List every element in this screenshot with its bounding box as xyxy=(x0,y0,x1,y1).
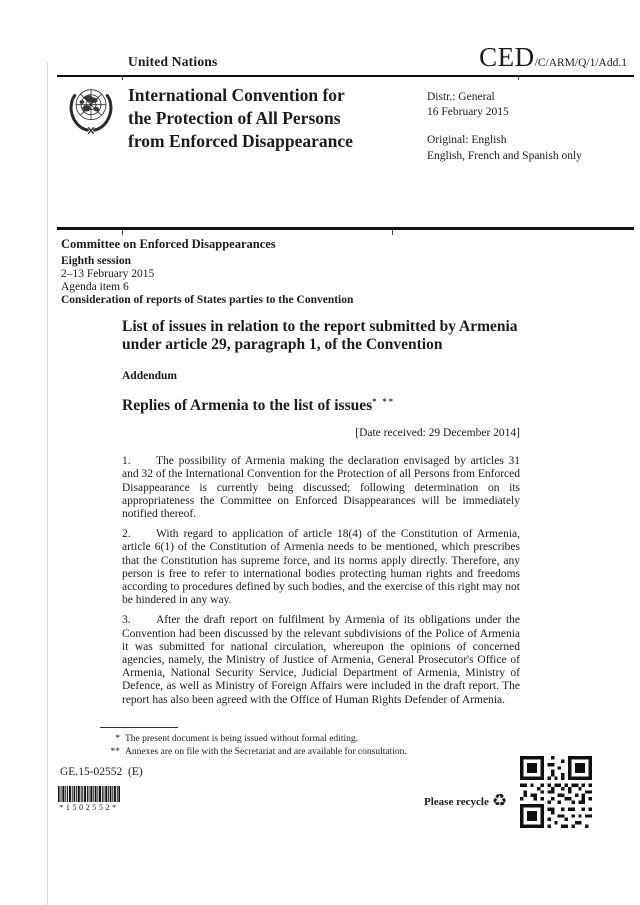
footnote-markers: * ** xyxy=(372,396,396,406)
convention-title-line: International Convention for xyxy=(128,85,345,105)
recycle-icon: ♻ xyxy=(491,791,508,811)
footnote-separator xyxy=(100,727,178,728)
replies-subtitle-text: Replies of Armenia to the list of issues xyxy=(122,397,373,415)
original-language: Original: English xyxy=(427,134,507,147)
header-rule-thick xyxy=(57,227,634,230)
report-title xyxy=(122,318,520,353)
replies-subtitle xyxy=(122,396,520,415)
rule-tick xyxy=(392,230,393,235)
paragraph-text: After the draft report on fulfilment by Armenia of its obligations under the Convention had been discussed by the relevant subdivisions of the Police of Armenia it was submitted for national circulation, whereupon the opinions of concerned agencies, namely, the Ministry of Justice of Armenia, General Prosecutor's Office of Armenia, National Security Service, Judicial Department of Armenia, Ministry of Defence, as well as Ministry of Foreign Affairs were included in the draft report. The report has also been agreed with the Office of Human Rights Defender of Armenia. xyxy=(122,614,520,706)
report-title-line: under article 29, paragraph 1, of the Convention xyxy=(122,335,443,353)
paragraph-text: The possibility of Armenia making the declaration envisaged by articles 31 and 32 of the International Convention for the Protection of all Persons from Enforced Disappearance is currently being discussed; following determination on its appropriateness the Committee on Enforced Disappearances will be immediately notified thereof. xyxy=(122,455,520,520)
convention-title xyxy=(128,84,398,152)
footnote-text: The present document is being issued without formal editing. xyxy=(125,734,358,744)
footnote-marker: ** xyxy=(110,746,120,757)
languages-line: English, French and Spanish only xyxy=(427,149,582,162)
document-symbol-main: CED xyxy=(479,42,535,72)
rule-tick xyxy=(122,230,123,235)
document-symbol xyxy=(479,42,627,73)
distr-date: 16 February 2015 xyxy=(427,106,509,119)
scan-edge-line xyxy=(47,62,48,905)
distr-line: Distr.: General xyxy=(427,91,495,103)
footnote-2 xyxy=(100,746,440,759)
rule-tick xyxy=(518,75,519,80)
barcode xyxy=(58,786,120,812)
report-title-line: List of issues in relation to the report submitted by Armenia xyxy=(122,318,518,335)
un-emblem-icon xyxy=(62,82,120,144)
session-dates: 2–13 February 2015 xyxy=(61,268,155,280)
org-name: United Nations xyxy=(128,54,218,69)
convention-title-line: from Enforced Disappearance xyxy=(128,130,353,151)
footnotes xyxy=(100,727,440,759)
barcode-text: *1502552* xyxy=(59,803,119,812)
document-body xyxy=(122,318,520,707)
paragraph-1 xyxy=(122,455,520,521)
paragraph-2 xyxy=(122,528,520,607)
ge-document-number: GE.15-02552 (E) xyxy=(60,766,143,778)
session-info xyxy=(61,237,353,307)
committee-name: Committee on Enforced Disappearances xyxy=(61,237,276,251)
recycle-note xyxy=(424,793,507,810)
paragraph-number: 2. xyxy=(122,528,131,541)
date-received: [Date received: 29 December 2014] xyxy=(355,427,520,440)
footnote-text: Annexes are on file with the Secretariat and are available for consultation. xyxy=(125,746,407,757)
addendum-label: Addendum xyxy=(122,370,177,382)
rule-tick xyxy=(122,75,123,80)
document-symbol-suffix: /C/ARM/Q/1/Add.1 xyxy=(534,57,627,69)
qr-code xyxy=(520,756,592,828)
convention-title-line: the Protection of All Persons xyxy=(128,107,341,128)
recycle-label: Please recycle xyxy=(424,795,489,808)
paragraph-text: With regard to application of article 18(4) of the Constitution of Armenia, article 6(1) of the Constitution of Armenia needs to be mentioned, which prescribes that the Constitution has supreme force, and its norms apply directly. Therefore, any person is free to refer to international bodies protecting human rights and freedoms according to procedures defined by such bodies, and the exercise of this right may not be hindered in any way. xyxy=(122,528,520,607)
header-rule-thin xyxy=(57,75,634,77)
agenda-item: Agenda item 6 xyxy=(61,281,129,293)
agenda-title: Consideration of reports of States parties to the Convention xyxy=(61,294,354,306)
session-number: Eighth session xyxy=(61,255,131,267)
distribution-block xyxy=(427,90,582,164)
paragraph-number: 1. xyxy=(122,455,131,468)
footnote-marker: * xyxy=(115,734,120,744)
footnote-1 xyxy=(100,733,440,746)
paragraph-3 xyxy=(122,614,520,706)
paragraph-number: 3. xyxy=(122,614,131,627)
